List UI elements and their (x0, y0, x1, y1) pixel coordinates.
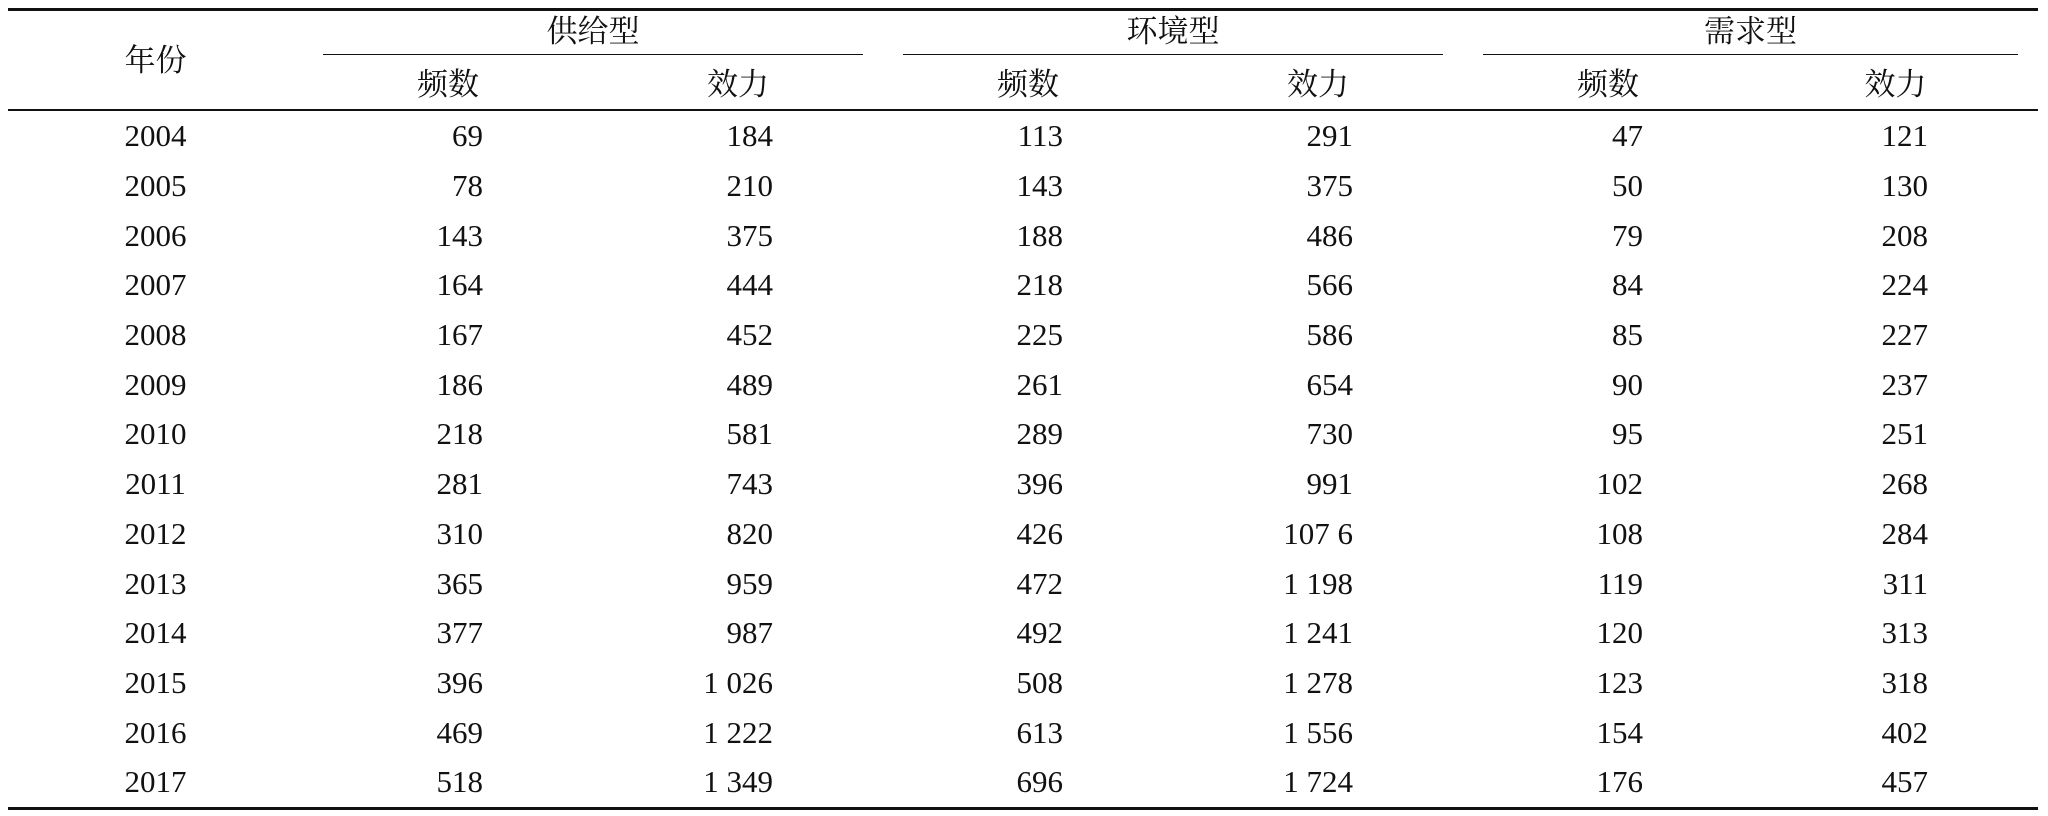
cell-environment-effectiveness: 1 241 (1283, 615, 1353, 651)
cell-demand-frequency: 79 (1612, 217, 1643, 253)
cell-environment-frequency: 472 (1016, 565, 1063, 601)
cell-supply-effectiveness: 987 (726, 615, 773, 651)
cell-environment-effectiveness: 1 556 (1283, 714, 1353, 750)
cell-supply-effectiveness: 1 349 (593, 757, 883, 808)
header-row-groups (8, 10, 2038, 61)
cell-environment-frequency: 613 (1016, 714, 1063, 750)
cell-year: 2012 (124, 515, 187, 551)
cell-environment-effectiveness: 991 (1306, 466, 1353, 502)
table-row (8, 658, 2038, 708)
cell-demand-effectiveness: 121 (1881, 118, 1928, 154)
cell-supply-frequency: 218 (436, 416, 483, 452)
cell-demand-frequency: 84 (1612, 267, 1643, 303)
cell-supply-frequency: 167 (436, 317, 483, 353)
cell-supply-frequency: 281 (436, 466, 483, 502)
header-row-subcolumns (8, 60, 2038, 110)
cell-demand-effectiveness: 224 (1881, 267, 1928, 303)
cell-demand-frequency: 102 (1596, 466, 1643, 502)
cell-supply-frequency: 78 (452, 168, 483, 204)
cell-supply-effectiveness: 452 (726, 317, 773, 353)
cell-supply-effectiveness: 1 222 (703, 714, 773, 750)
cell-demand-frequency: 95 (1612, 416, 1643, 452)
cell-supply-frequency: 69 (452, 118, 483, 154)
cell-supply-frequency: 377 (436, 615, 483, 651)
cell-supply-effectiveness: 1 026 (703, 664, 773, 700)
cell-environment-effectiveness: 107 6 (1283, 515, 1353, 551)
subheader-supply-frequency: 频数 (303, 60, 593, 110)
cell-supply-frequency: 469 (436, 714, 483, 750)
cell-year: 2006 (124, 217, 187, 253)
cell-supply-frequency: 310 (436, 515, 483, 551)
cell-demand-effectiveness: 284 (1881, 515, 1928, 551)
cell-environment-frequency: 289 (1016, 416, 1063, 452)
group-header-supply: 供给型 (303, 10, 883, 61)
cell-supply-frequency: 518 (303, 757, 593, 808)
cell-environment-effectiveness: 1 724 (1173, 757, 1463, 808)
cell-demand-frequency: 90 (1612, 366, 1643, 402)
cell-supply-effectiveness: 959 (726, 565, 773, 601)
year-column-header: 年份 (8, 10, 303, 111)
cell-supply-frequency: 164 (436, 267, 483, 303)
cell-supply-effectiveness: 184 (726, 118, 773, 154)
table-row (8, 359, 2038, 409)
group-header-environment: 环境型 (883, 10, 1463, 61)
cell-supply-effectiveness: 581 (726, 416, 773, 452)
cell-year: 2007 (124, 267, 187, 303)
subheader-demand-frequency: 频数 (1463, 60, 1753, 110)
subheader-supply-effectiveness: 效力 (593, 60, 883, 110)
table-body (8, 110, 2038, 808)
cell-demand-frequency: 154 (1596, 714, 1643, 750)
cell-demand-frequency: 50 (1612, 168, 1643, 204)
cell-demand-frequency: 47 (1612, 118, 1643, 154)
cell-supply-effectiveness: 743 (726, 466, 773, 502)
cell-environment-effectiveness: 654 (1306, 366, 1353, 402)
cell-year: 2010 (124, 416, 187, 452)
policy-tool-table (8, 8, 2038, 810)
cell-supply-frequency: 186 (436, 366, 483, 402)
cell-year: 2005 (124, 168, 187, 204)
cell-environment-effectiveness: 1 278 (1283, 664, 1353, 700)
cell-demand-effectiveness: 251 (1881, 416, 1928, 452)
cell-supply-effectiveness: 210 (726, 168, 773, 204)
cell-supply-frequency: 143 (436, 217, 483, 253)
cell-supply-effectiveness: 820 (726, 515, 773, 551)
cell-year: 2015 (124, 664, 187, 700)
cell-environment-frequency: 225 (1016, 317, 1063, 353)
cell-environment-effectiveness: 1 198 (1283, 565, 1353, 601)
cell-year: 2014 (124, 615, 187, 651)
cell-environment-frequency: 113 (1017, 118, 1063, 154)
data-table-container (8, 8, 2038, 810)
cell-environment-frequency: 492 (1016, 615, 1063, 651)
cell-environment-frequency: 696 (883, 757, 1173, 808)
cell-year: 2017 (8, 757, 303, 808)
table-row (8, 161, 2038, 211)
cell-year: 2016 (124, 714, 187, 750)
table-row (8, 409, 2038, 459)
cell-demand-frequency: 123 (1596, 664, 1643, 700)
cell-demand-effectiveness: 311 (1882, 565, 1928, 601)
table-row (8, 310, 2038, 360)
cell-demand-frequency: 119 (1597, 565, 1643, 601)
cell-demand-effectiveness: 313 (1881, 615, 1928, 651)
cell-demand-effectiveness: 227 (1881, 317, 1928, 353)
cell-demand-effectiveness: 318 (1881, 664, 1928, 700)
subheader-demand-effectiveness: 效力 (1753, 60, 2038, 110)
cell-year: 2011 (125, 466, 186, 502)
cell-environment-frequency: 426 (1016, 515, 1063, 551)
table-row (8, 608, 2038, 658)
table-row (8, 110, 2038, 161)
cell-demand-effectiveness: 268 (1881, 466, 1928, 502)
cell-environment-effectiveness: 586 (1306, 317, 1353, 353)
cell-year: 2008 (124, 317, 187, 353)
cell-year: 2004 (124, 118, 187, 154)
cell-supply-frequency: 396 (436, 664, 483, 700)
group-header-demand: 需求型 (1463, 10, 2038, 61)
cell-demand-effectiveness: 402 (1881, 714, 1928, 750)
cell-demand-effectiveness: 130 (1881, 168, 1928, 204)
cell-supply-effectiveness: 444 (726, 267, 773, 303)
cell-environment-frequency: 508 (1016, 664, 1063, 700)
cell-environment-effectiveness: 730 (1306, 416, 1353, 452)
table-row (8, 558, 2038, 608)
cell-demand-effectiveness: 237 (1881, 366, 1928, 402)
cell-year: 2009 (124, 366, 187, 402)
table-row (8, 210, 2038, 260)
cell-supply-effectiveness: 375 (726, 217, 773, 253)
cell-demand-effectiveness: 457 (1753, 757, 2038, 808)
cell-demand-frequency: 108 (1596, 515, 1643, 551)
cell-environment-frequency: 261 (1016, 366, 1063, 402)
subheader-environment-effectiveness: 效力 (1173, 60, 1463, 110)
cell-environment-effectiveness: 291 (1306, 118, 1353, 154)
cell-demand-frequency: 85 (1612, 317, 1643, 353)
table-row (8, 707, 2038, 757)
cell-environment-frequency: 188 (1016, 217, 1063, 253)
cell-supply-effectiveness: 489 (726, 366, 773, 402)
cell-environment-frequency: 143 (1016, 168, 1063, 204)
table-row (8, 260, 2038, 310)
cell-year: 2013 (124, 565, 187, 601)
cell-demand-frequency: 176 (1463, 757, 1753, 808)
cell-demand-effectiveness: 208 (1881, 217, 1928, 253)
cell-environment-effectiveness: 375 (1306, 168, 1353, 204)
cell-supply-frequency: 365 (436, 565, 483, 601)
cell-environment-effectiveness: 486 (1306, 217, 1353, 253)
table-row (8, 459, 2038, 509)
table-row (8, 757, 2038, 808)
cell-environment-frequency: 396 (1016, 466, 1063, 502)
cell-environment-effectiveness: 566 (1306, 267, 1353, 303)
cell-environment-frequency: 218 (1016, 267, 1063, 303)
subheader-environment-frequency: 频数 (883, 60, 1173, 110)
table-row (8, 509, 2038, 559)
cell-demand-frequency: 120 (1596, 615, 1643, 651)
